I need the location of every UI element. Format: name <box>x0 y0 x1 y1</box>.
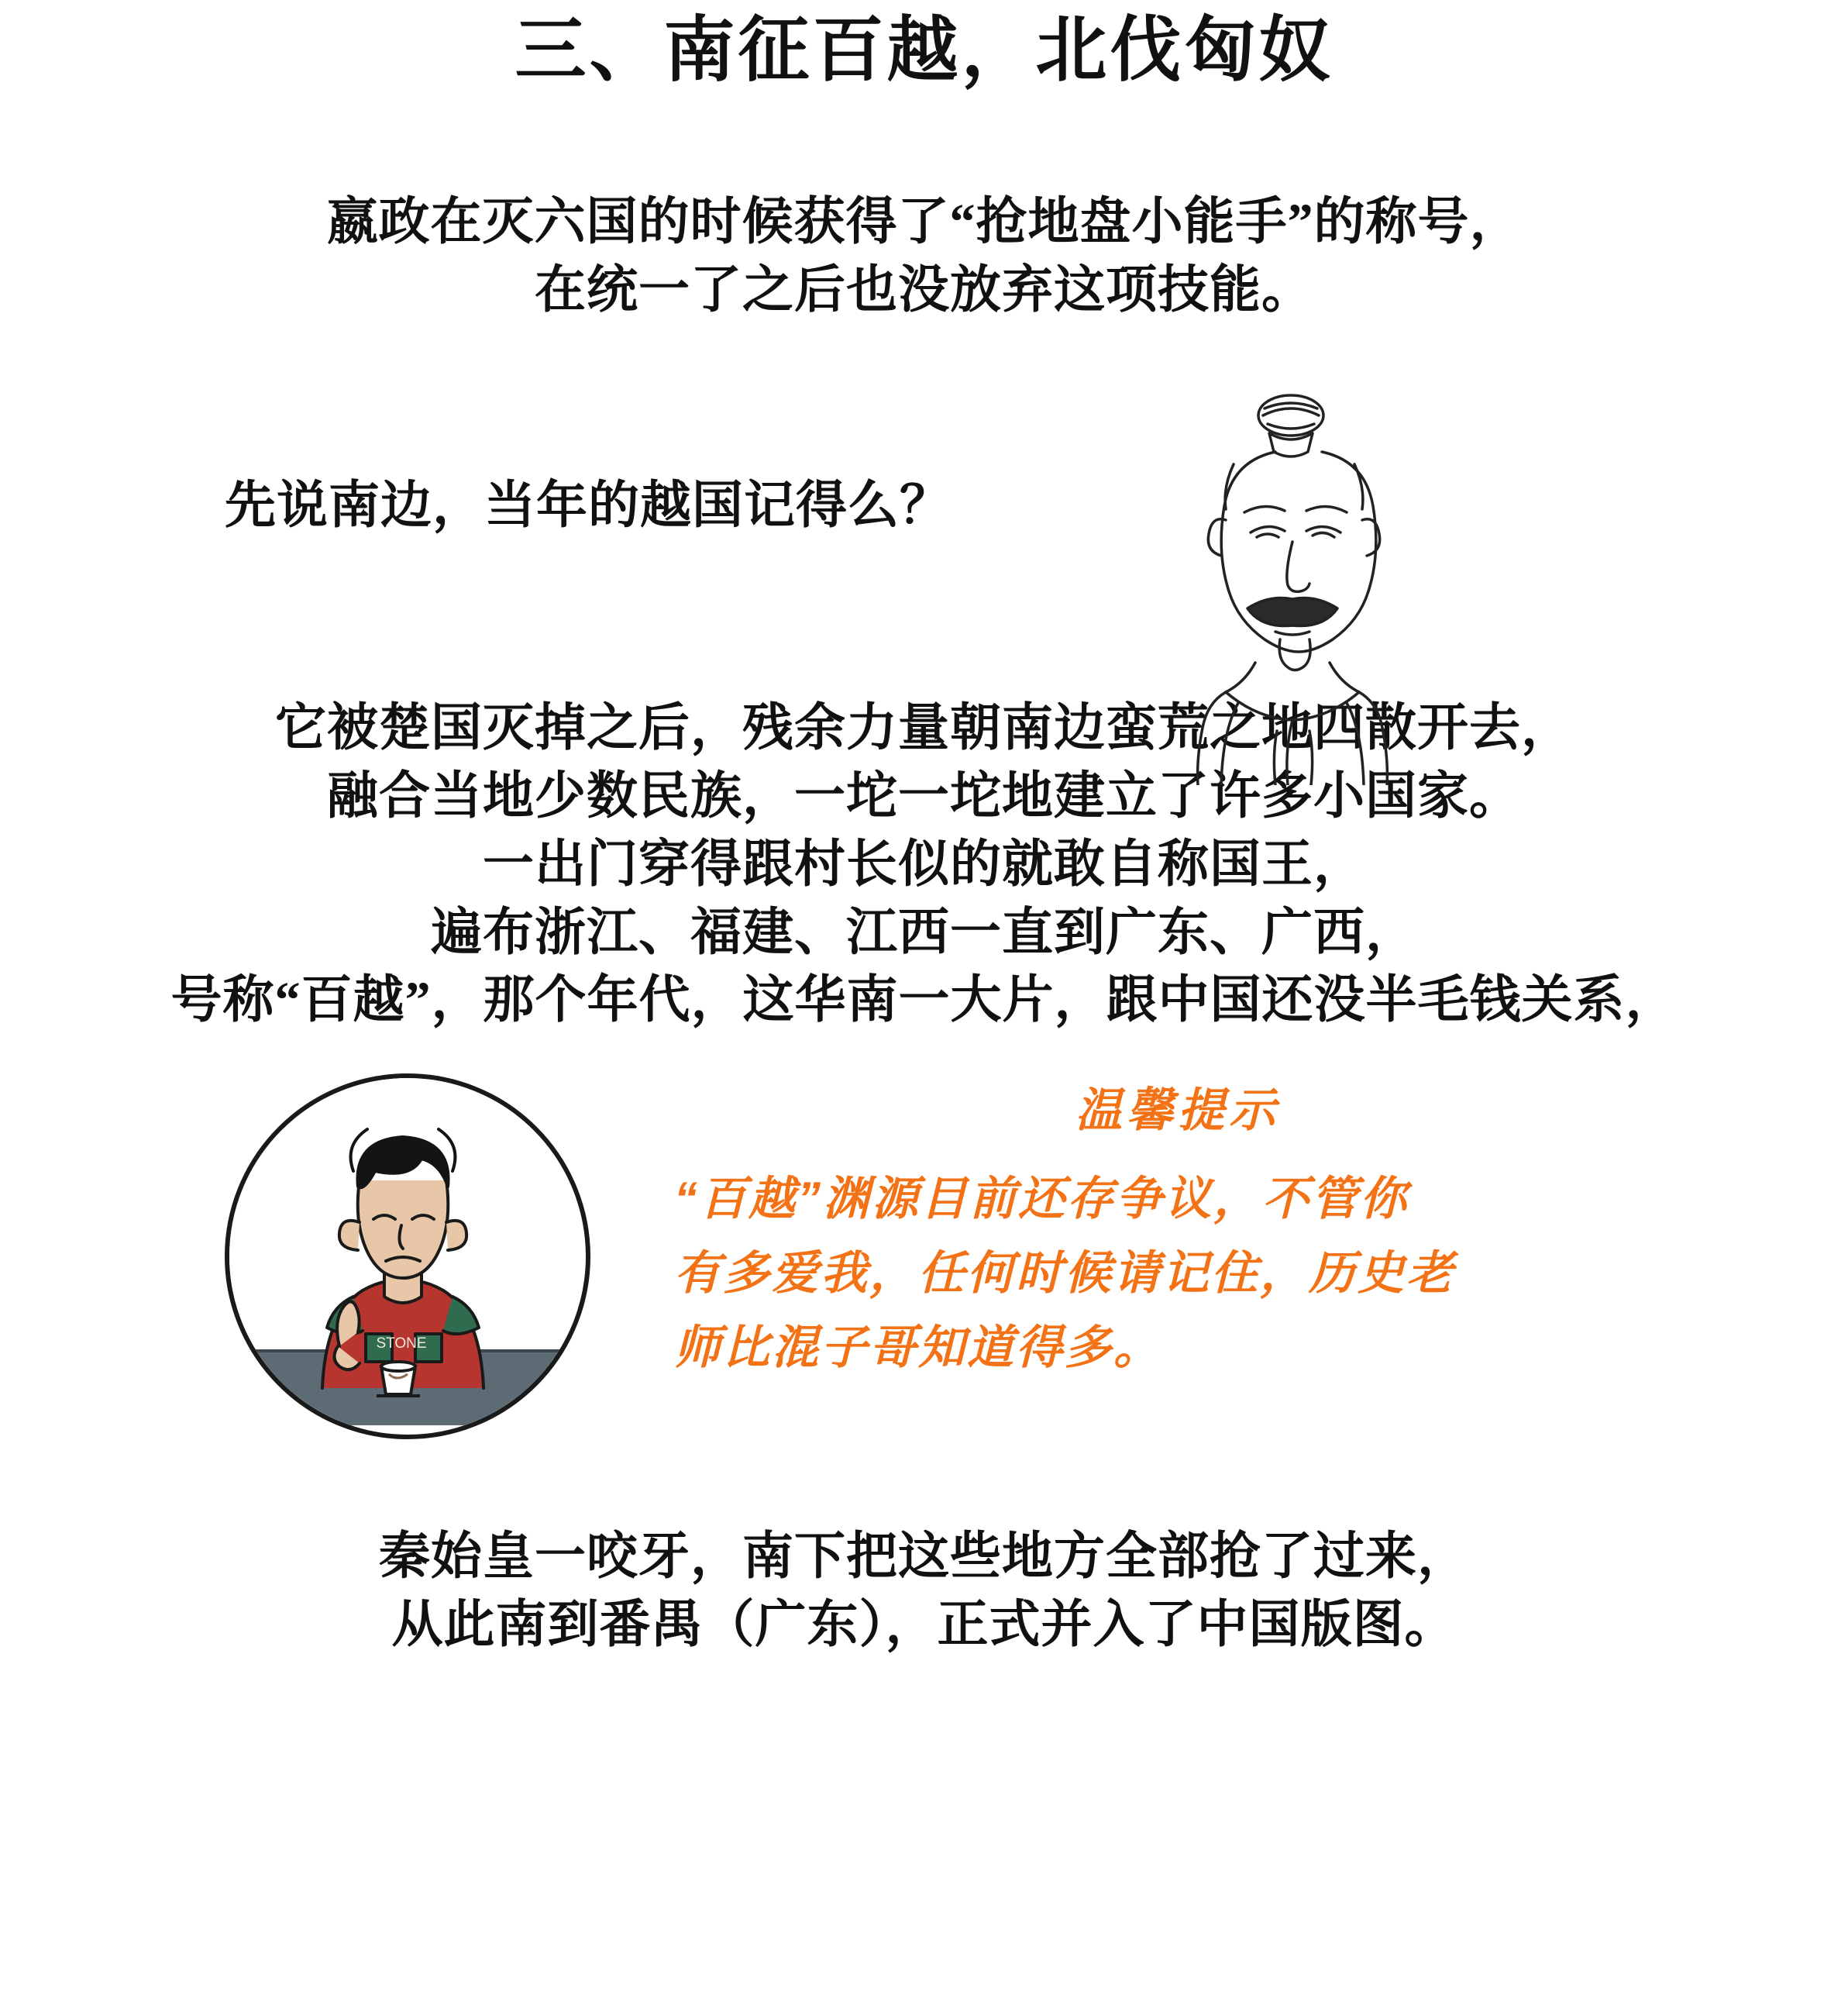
tip-title: 温馨提示 <box>1075 1084 1280 1137</box>
tip-line-1: “百越”渊源目前还存争议，不管你 <box>674 1173 1409 1225</box>
body-paragraph <box>0 694 1848 1035</box>
body-line-1: 它被楚国灭掉之后，残余力量朝南边蛮荒之地四散开去， <box>275 700 1573 757</box>
tip-body <box>674 1162 1681 1385</box>
tip-block <box>0 1066 1848 1500</box>
tip-line-2: 有多爱我，任何时候请记住，历史老 <box>674 1247 1455 1300</box>
page-title: 三、南征百越，北伐匈奴 <box>514 11 1334 90</box>
intro-paragraph <box>0 188 1848 325</box>
question-paragraph: 先说南边，当年的越国记得么？ <box>225 477 952 534</box>
ending-paragraph <box>0 1523 1848 1659</box>
intro-line-2: 在统一了之后也没放弃这项技能。 <box>535 261 1313 319</box>
hoodie-logo-text: STONE <box>376 1335 427 1352</box>
emperor-cartoon-illustration <box>1147 390 1441 785</box>
intro-line-1: 嬴政在灭六国的时候获得了“抢地盘小能手”的称号， <box>326 194 1522 250</box>
body-line-5: 号称“百越”，那个年代，这华南一大片，跟中国还没半毛钱关系， <box>170 972 1678 1029</box>
comic-page <box>0 6 1848 2012</box>
tip-text <box>674 1073 1681 1385</box>
body-line-4: 遍布浙江、福建、江西一直到广东、广西， <box>431 904 1417 961</box>
body-line-3: 一出门穿得跟村长似的就敢自称国王， <box>483 835 1365 893</box>
ending-line-1: 秦始皇一咬牙，南下把这些地方全部抢了过来， <box>379 1528 1469 1586</box>
ending-line-2: 从此南到番禺（广东），正式并入了中国版图。 <box>391 1596 1457 1653</box>
tip-line-3: 师比混子哥知道得多。 <box>674 1321 1162 1374</box>
body-line-2: 融合当地少数民族，一坨一坨地建立了许多小国家。 <box>327 768 1521 825</box>
author-avatar-illustration <box>225 1073 590 1439</box>
